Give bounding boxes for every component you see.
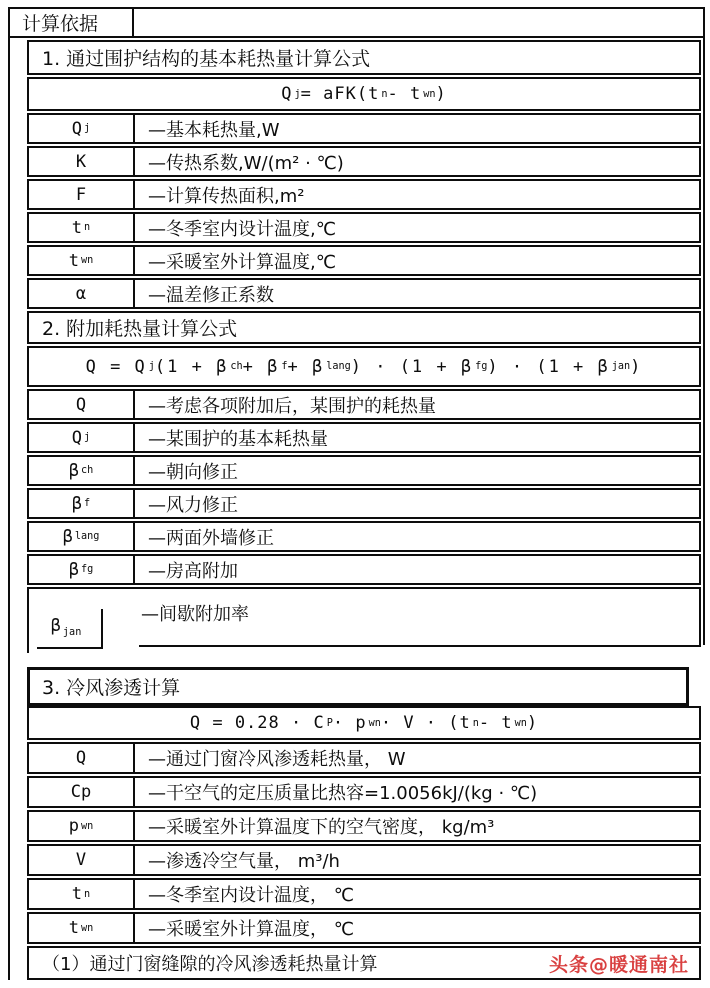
outer-frame-left-line: [8, 7, 10, 980]
table-row-beta-fg: [27, 554, 701, 585]
description-cell: —房高附加: [148, 560, 238, 582]
description-cell: —通过门窗冷风渗透耗热量， W: [148, 749, 406, 770]
table-row-pwn: [27, 810, 701, 842]
description-cell: —冬季室内设计温度,℃: [148, 218, 336, 240]
table-row-qj: [27, 113, 701, 144]
symbol-cell: t n: [29, 880, 135, 908]
section2-title: 2. 附加耗热量计算公式: [27, 311, 701, 344]
description-cell: —传热系数,W/(m² · ℃): [148, 152, 344, 174]
section3-formula: Q = 0.28 · C P · p wn · V · (t n - t wn ): [27, 706, 701, 740]
description-cell: —风力修正: [148, 494, 238, 516]
table-row-q3: [27, 742, 701, 774]
table-row-q: [27, 389, 701, 420]
symbol-cell: Cp: [29, 778, 135, 806]
symbol-cell: F: [29, 181, 135, 208]
table-row-twn: [27, 245, 701, 276]
footer-note-row: [27, 946, 701, 980]
symbol-cell: t wn: [29, 914, 135, 942]
table-row-f: [27, 179, 701, 210]
scan-line-fragment: [699, 589, 701, 647]
formula-table-lower: [27, 706, 701, 980]
description-cell: —两面外墙修正: [148, 527, 274, 549]
section1-formula: Q j = aFK(t n - t wn ): [27, 77, 701, 111]
symbol-cell: Q j: [29, 424, 135, 451]
symbol-cell: Q: [29, 391, 135, 418]
table-row-cp: [27, 776, 701, 808]
table-row-beta-jan: [27, 587, 701, 653]
description-cell: —冬季室内设计温度， ℃: [148, 885, 354, 906]
section1-title: 1. 通过围护结构的基本耗热量计算公式: [27, 40, 701, 75]
table-row-alpha: [27, 278, 701, 309]
scan-line-fragment: [139, 645, 701, 647]
footer-note: （1）通过门窗缝隙的冷风渗透耗热量计算: [42, 954, 378, 975]
table-row-beta-lang: [27, 521, 701, 552]
header-title-cell: 计算依据: [10, 9, 134, 36]
table-row-twn3: [27, 912, 701, 944]
symbol-cell: Q j: [29, 115, 135, 142]
description-cell: —渗透冷空气量， m³/h: [148, 851, 340, 872]
symbol-cell: K: [29, 148, 135, 175]
description-cell: —干空气的定压质量比热容=1.0056kJ/(kg · ℃): [148, 783, 538, 804]
description-cell: —温差修正系数: [148, 284, 274, 306]
description-cell: —采暖室外计算温度,℃: [148, 251, 336, 273]
symbol-cell: β f: [29, 490, 135, 517]
table-row-beta-ch: [27, 455, 701, 486]
table-row-tn: [27, 212, 701, 243]
watermark-toutiao: 头条@暖通南社: [548, 953, 689, 976]
symbol-cell: Q: [29, 744, 135, 772]
table-row-k: [27, 146, 701, 177]
symbol-cell: β lang: [29, 523, 135, 550]
document-header-row: [8, 7, 705, 38]
symbol-cell: t wn: [29, 247, 135, 274]
description-cell: —计算传热面积,m²: [148, 185, 305, 207]
table-row-v: [27, 844, 701, 876]
description-cell: —间歇附加率: [141, 604, 249, 625]
table-row-tn3: [27, 878, 701, 910]
formula-table-upper: [27, 40, 701, 653]
description-cell: —采暖室外计算温度， ℃: [148, 919, 354, 940]
description-cell: —基本耗热量,W: [148, 119, 280, 141]
symbol-cell: p wn: [29, 812, 135, 840]
description-cell: —朝向修正: [148, 461, 238, 483]
table-row-beta-f: [27, 488, 701, 519]
description-cell: —某围护的基本耗热量: [148, 428, 328, 450]
outer-frame-right-line: [703, 7, 705, 645]
symbol-cell: V: [29, 846, 135, 874]
symbol-cell: β fg: [29, 556, 135, 583]
symbol-cell: α: [29, 280, 135, 307]
description-cell: —考虑各项附加后，某围护的耗热量: [148, 395, 436, 417]
section3-title: 3. 冷风渗透计算: [27, 667, 689, 706]
symbol-cell: β ch: [29, 457, 135, 484]
symbol-cell: t n: [29, 214, 135, 241]
table-row-qj2: [27, 422, 701, 453]
description-cell: —采暖室外计算温度下的空气密度， kg/m³: [148, 817, 495, 838]
header-empty-cell: [134, 9, 703, 36]
section2-formula: Q = Q j (1 + β ch + β f + β lang ) · (1 + β fg ) · (1 + β jan ): [27, 346, 701, 387]
symbol-cell: β $_{jan}$: [50, 616, 82, 638]
